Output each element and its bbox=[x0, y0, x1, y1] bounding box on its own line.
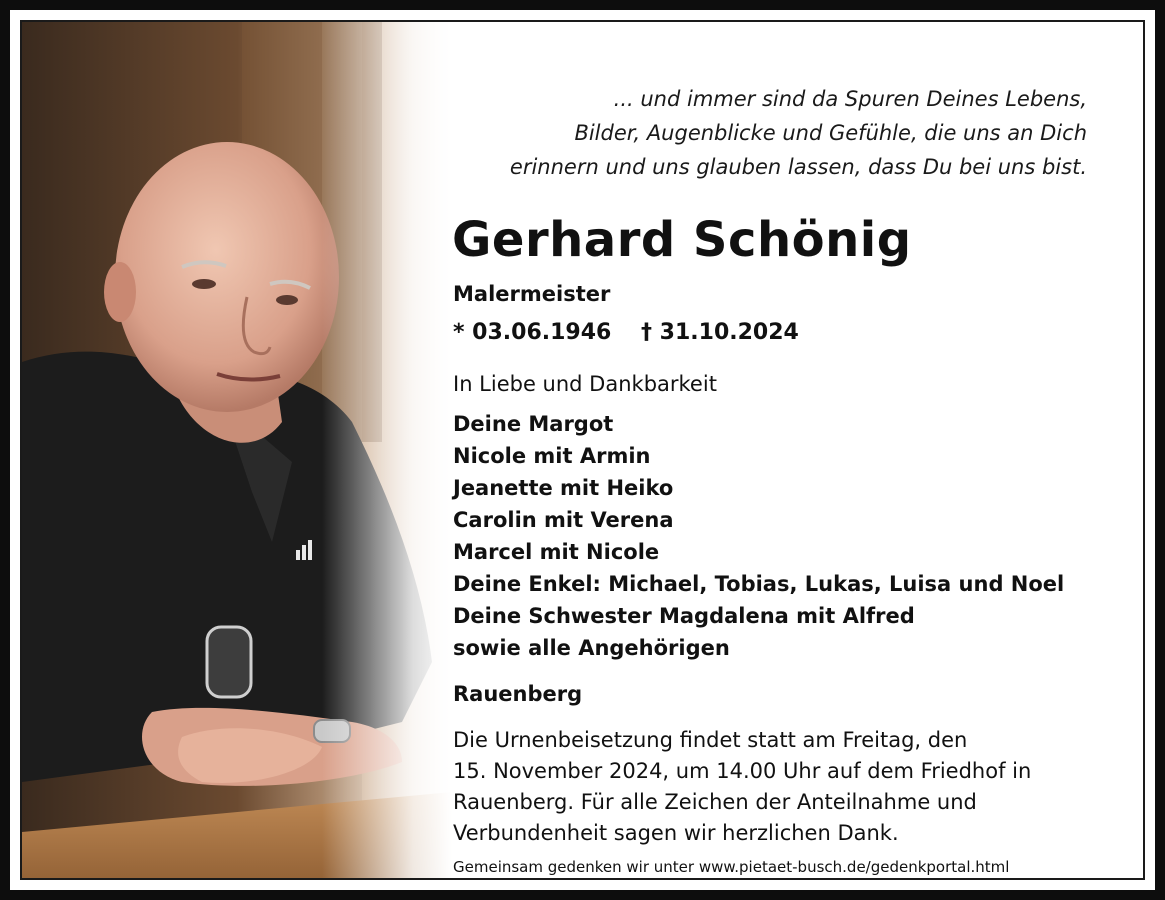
mourner-entry: Deine Schwester Magdalena mit Alfred bbox=[453, 604, 915, 628]
mourner-entry: Marcel mit Nicole bbox=[453, 540, 660, 564]
obituary-card bbox=[20, 20, 1145, 880]
dedication: In Liebe und Dankbarkeit bbox=[453, 372, 717, 396]
funeral-line: 15. November 2024, um 14.00 Uhr auf dem Friedhof in bbox=[453, 759, 1032, 783]
quote-line: erinnern und uns glauben lassen, dass Du bei uns bist. bbox=[509, 155, 1087, 179]
memorial-portal-footer: Gemeinsam gedenken wir unter www.pietaet-busch.de/gedenkportal.html bbox=[453, 858, 1010, 876]
mourner-entry: Carolin mit Verena bbox=[453, 508, 674, 532]
mourner-entry: Nicole mit Armin bbox=[453, 444, 651, 468]
mourners-list bbox=[453, 408, 1064, 664]
place-name: Rauenberg bbox=[453, 682, 583, 706]
quote-line: Bilder, Augenblicke und Gefühle, die uns an Dich bbox=[574, 121, 1087, 145]
mourner-entry: Deine Enkel: Michael, Tobias, Lukas, Luisa und Noel bbox=[453, 572, 1065, 596]
portrait-photo bbox=[22, 22, 452, 880]
deceased-name: Gerhard Schönig bbox=[452, 212, 912, 268]
quote-line: ... und immer sind da Spuren Deines Lebens, bbox=[613, 87, 1087, 111]
life-dates bbox=[453, 320, 799, 345]
funeral-details bbox=[453, 725, 1031, 849]
photo-fade-overlay bbox=[322, 22, 452, 880]
funeral-line: Die Urnenbeisetzung findet statt am Freitag, den bbox=[453, 728, 968, 752]
funeral-line: Rauenberg. Für alle Zeichen der Anteilnahme und bbox=[453, 790, 977, 814]
funeral-line: Verbundenheit sagen wir herzlichen Dank. bbox=[453, 821, 899, 845]
mourner-entry: sowie alle Angehörigen bbox=[453, 636, 730, 660]
death-date: † 31.10.2024 bbox=[641, 320, 799, 345]
birth-date: * 03.06.1946 bbox=[453, 320, 612, 345]
memorial-quote bbox=[510, 82, 1087, 184]
mourner-entry: Jeanette mit Heiko bbox=[453, 476, 674, 500]
mourner-entry: Deine Margot bbox=[453, 412, 614, 436]
deceased-occupation: Malermeister bbox=[453, 282, 611, 306]
